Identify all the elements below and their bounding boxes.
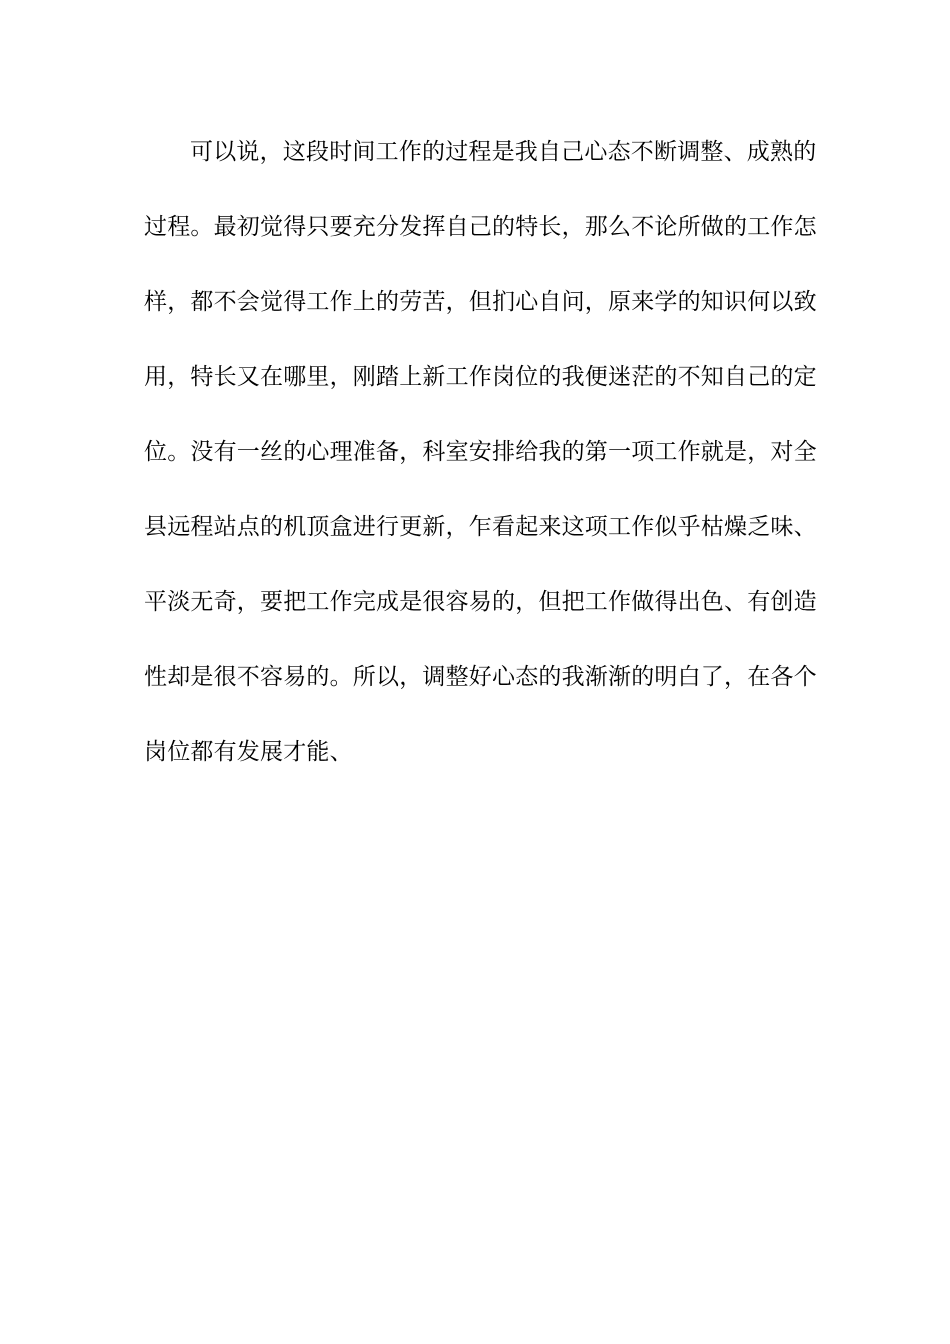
paragraph-line-7: 平淡无奇，要把工作完成是很容易的，但把工作做得出色、有创造 — [144, 589, 817, 615]
paragraph — [144, 128, 817, 803]
paragraph-line-8: 性却是很不容易的。所以，调整好心态的我渐渐的明白了，在各个 — [144, 664, 817, 690]
paragraph-line-1: 可以说，这段时间工作的过程是我自己心态不断调整、成熟的 — [190, 139, 817, 165]
paragraph-line-5: 位。没有一丝的心理准备，科室安排给我的第一项工作就是，对全 — [144, 439, 817, 465]
paragraph-line-3: 样，都不会觉得工作上的劳苦，但扪心自问，原来学的知识何以致 — [144, 289, 817, 315]
paragraph-line-6: 县远程站点的机顶盒进行更新，乍看起来这项工作似乎枯燥乏味、 — [144, 514, 817, 540]
paragraph-line-4: 用，特长又在哪里，刚踏上新工作岗位的我便迷茫的不知自己的定 — [144, 364, 817, 390]
paragraph-line-2: 过程。最初觉得只要充分发挥自己的特长，那么不论所做的工作怎 — [144, 214, 817, 240]
paragraph-line-9: 岗位都有发展才能、 — [144, 739, 353, 765]
